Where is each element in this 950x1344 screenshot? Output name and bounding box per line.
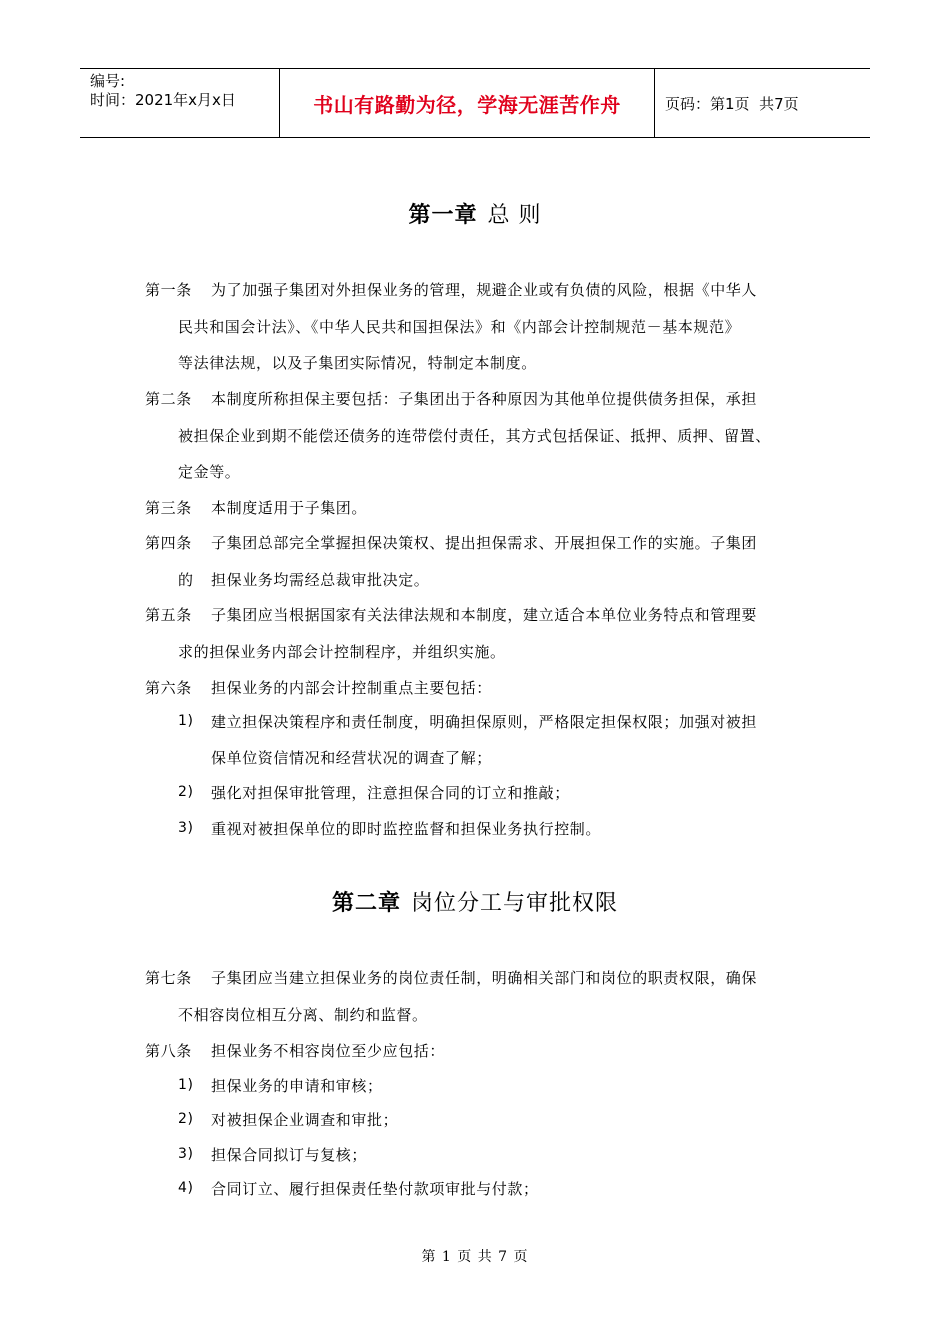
article-2-line-2: 被担保企业到期不能偿还债务的连带偿付责任，其方式包括保证、抵押、质押、留置、 [178, 427, 771, 445]
chapter-2-number: 第二章 [331, 891, 401, 916]
article-2-line-3: 定金等。 [178, 463, 241, 481]
article-8-label: 第八条 [145, 1042, 192, 1060]
article-3-line-1: 本制度适用于子集团。 [211, 499, 368, 517]
article-8-item-2-number: 2) [178, 1111, 194, 1127]
document-number-label: 编号: [90, 72, 126, 90]
article-1-label: 第一条 [145, 281, 192, 299]
article-8-item-2-line-1: 对被担保企业调查和审批； [211, 1111, 399, 1129]
article-5-line-2: 求的担保业务内部会计控制程序，并组织实施。 [178, 643, 506, 661]
article-2-line-1: 本制度所称担保主要包括：子集团出于各种原因为其他单位提供债务担保，承担 [211, 390, 758, 408]
chapter-1-title: 总 则 [487, 203, 542, 228]
article-1-line-2: 民共和国会计法》、《中华人民共和国担保法》和《内部会计控制规范－基本规范》 [178, 318, 741, 336]
header-page-text: 页码：第1页 共7页 [665, 94, 799, 113]
article-4-label: 第四条 [145, 534, 192, 552]
article-7-line-1: 子集团应当建立担保业务的岗位责任制，明确相关部门和岗位的职责权限，确保 [211, 969, 758, 987]
article-4-line-1: 子集团总部完全掌握担保决策权、提出担保需求、开展担保工作的实施。子集团 [211, 534, 758, 552]
article-8-item-4-number: 4) [178, 1180, 194, 1196]
article-6-item-1-number: 1) [178, 713, 194, 729]
article-8-item-1-line-1: 担保业务的申请和审核； [211, 1077, 383, 1095]
article-4-line-2-prefix: 的 [178, 571, 194, 589]
chapter-2-title: 岗位分工与审批权限 [411, 891, 619, 916]
chapter-1-number: 第一章 [408, 203, 478, 228]
document-header [80, 68, 870, 138]
article-6-line-1: 担保业务的内部会计控制重点主要包括： [211, 679, 492, 697]
article-6-item-1-line-2: 保单位资信情况和经营状况的调查了解； [211, 749, 492, 767]
article-8-item-4-line-1: 合同订立、履行担保责任垫付款项审批与付款； [211, 1180, 539, 1198]
article-7-label: 第七条 [145, 969, 192, 987]
header-motto: 书山有路勤为径，学海无涯苦作舟 [280, 69, 655, 137]
article-6-label: 第六条 [145, 679, 192, 697]
chapter-2-heading [0, 886, 950, 917]
article-7-line-2: 不相容岗位相互分离、制约和监督。 [178, 1006, 428, 1024]
chapter-1-heading [0, 198, 950, 229]
article-5-label: 第五条 [145, 606, 192, 624]
article-5-line-1: 子集团应当根据国家有关法律法规和本制度，建立适合本单位业务特点和管理要 [211, 606, 758, 624]
article-8-item-3-line-1: 担保合同拟订与复核； [211, 1146, 368, 1164]
document-time: 时间：2021年x月x日 [90, 91, 236, 109]
page-footer: 第 1 页 共 7 页 [421, 1249, 529, 1265]
header-meta [80, 69, 280, 137]
article-1-line-3: 等法律法规，以及子集团实际情况，特制定本制度。 [178, 354, 537, 372]
article-6-item-2-number: 2) [178, 784, 194, 800]
article-6-item-3-number: 3) [178, 820, 194, 836]
article-2-label: 第二条 [145, 390, 192, 408]
article-6-item-1-line-1: 建立担保决策程序和责任制度，明确担保原则，严格限定担保权限；加强对被担 [211, 713, 758, 731]
article-8-line-1: 担保业务不相容岗位至少应包括： [211, 1042, 446, 1060]
article-1-line-1: 为了加强子集团对外担保业务的管理，规避企业或有负债的风险，根据《中华人 [211, 281, 758, 299]
article-6-item-3-line-1: 重视对被担保单位的即时监控监督和担保业务执行控制。 [211, 820, 602, 838]
article-6-item-2-line-1: 强化对担保审批管理，注意担保合同的订立和推敲； [211, 784, 570, 802]
article-4-line-2: 担保业务均需经总裁审批决定。 [211, 571, 430, 589]
article-8-item-3-number: 3) [178, 1146, 194, 1162]
article-8-item-1-number: 1) [178, 1077, 194, 1093]
article-3-label: 第三条 [145, 499, 192, 517]
header-page-info [655, 69, 870, 137]
